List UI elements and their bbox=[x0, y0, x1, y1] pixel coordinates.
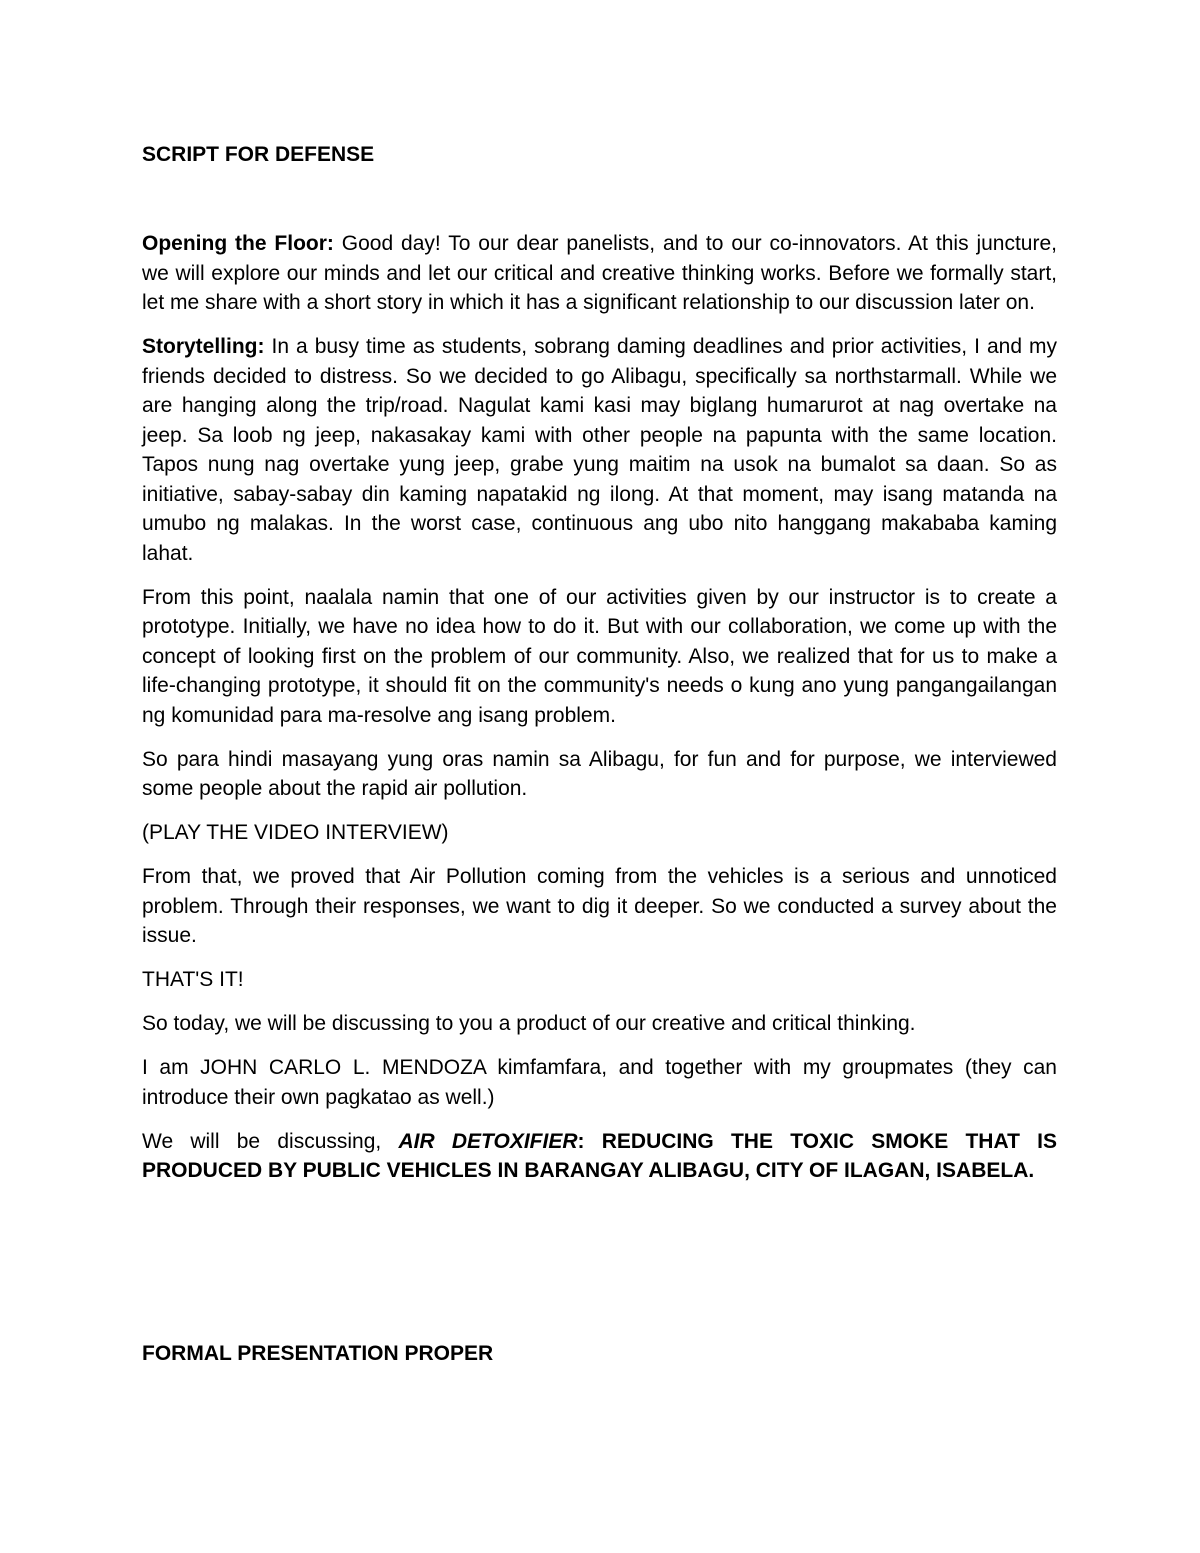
storytelling-lead: Storytelling: bbox=[142, 335, 265, 358]
page-title: SCRIPT FOR DEFENSE bbox=[142, 143, 375, 166]
product-name: AIR DETOXIFIER bbox=[398, 1129, 578, 1153]
document-body bbox=[142, 140, 1057, 1200]
opening-lead: Opening the Floor: bbox=[142, 232, 334, 255]
storytelling-text: In a busy time as students, sobrang daming deadlines and prior activities, I and my friends decided to distress. So we decided to go Alibagu, specifically sa northstarmall. While we are hanging along the trip/road. Nagulat kami kasi may biglang humarurot at nag overtake na jeep. Sa loob ng jeep, nakasakay kami with other people na papunta with the same location. Tapos nung nag overtake yung jeep, grabe yung maitim na usok na bumalot sa daan. So as initiative, sabay-sabay din kaming napatakid ng ilong. At that moment, may isang matanda na umubo ng malakas. In the worst case, continuous ang ubo nito hanggang makababa kaming lahat. bbox=[142, 335, 1057, 565]
prototype-paragraph: From this point, naalala namin that one of our activities given by our instructor is to create a prototype. Initially, we have no idea how to do it. But with our collaboration, we come up with the concept of looking first on the problem of our community. Also, we realized that for us to make a life-changing prototype, it should fit on the community's needs o kung ano yung pangangailangan ng komunidad para ma-resolve ang isang problem. bbox=[142, 585, 1057, 727]
today-paragraph: So today, we will be discussing to you a product of our creative and critical thinking. bbox=[142, 1012, 916, 1035]
opening-text: Good day! To our dear panelists, and to our co-innovators. At this juncture, we will explore our minds and let our critical and creative thinking works. Before we formally start, let me share with a short story in which it has a significant relationship to our discussion later on. bbox=[142, 232, 1057, 314]
intro-paragraph: I am JOHN CARLO L. MENDOZA kimfamfara, and together with my groupmates (they can introduce their own pagkatao as well.) bbox=[142, 1056, 1057, 1109]
alibagu-paragraph: So para hindi masayang yung oras namin sa Alibagu, for fun and for purpose, we interviewed some people about the rapid air pollution. bbox=[142, 747, 1057, 800]
proved-paragraph: From that, we proved that Air Pollution coming from the vehicles is a serious and unnoticed problem. Through their responses, we want to dig it deeper. So we conducted a survey about the issue. bbox=[142, 865, 1057, 947]
opening-paragraph bbox=[142, 229, 1057, 318]
play-video-note: (PLAY THE VIDEO INTERVIEW) bbox=[142, 821, 449, 844]
storytelling-paragraph bbox=[142, 332, 1057, 568]
thats-it-line: THAT'S IT! bbox=[142, 968, 244, 991]
section-heading: FORMAL PRESENTATION PROPER bbox=[142, 1342, 494, 1365]
product-description: : REDUCING THE TOXIC SMOKE THAT IS PRODUCED BY PUBLIC VEHICLES IN BARANGAY ALIBAGU, CITY OF ILAGAN, ISABELA. bbox=[142, 1129, 1057, 1182]
discussing-paragraph bbox=[142, 1127, 1057, 1186]
discussing-prefix: We will be discussing, bbox=[142, 1129, 399, 1153]
